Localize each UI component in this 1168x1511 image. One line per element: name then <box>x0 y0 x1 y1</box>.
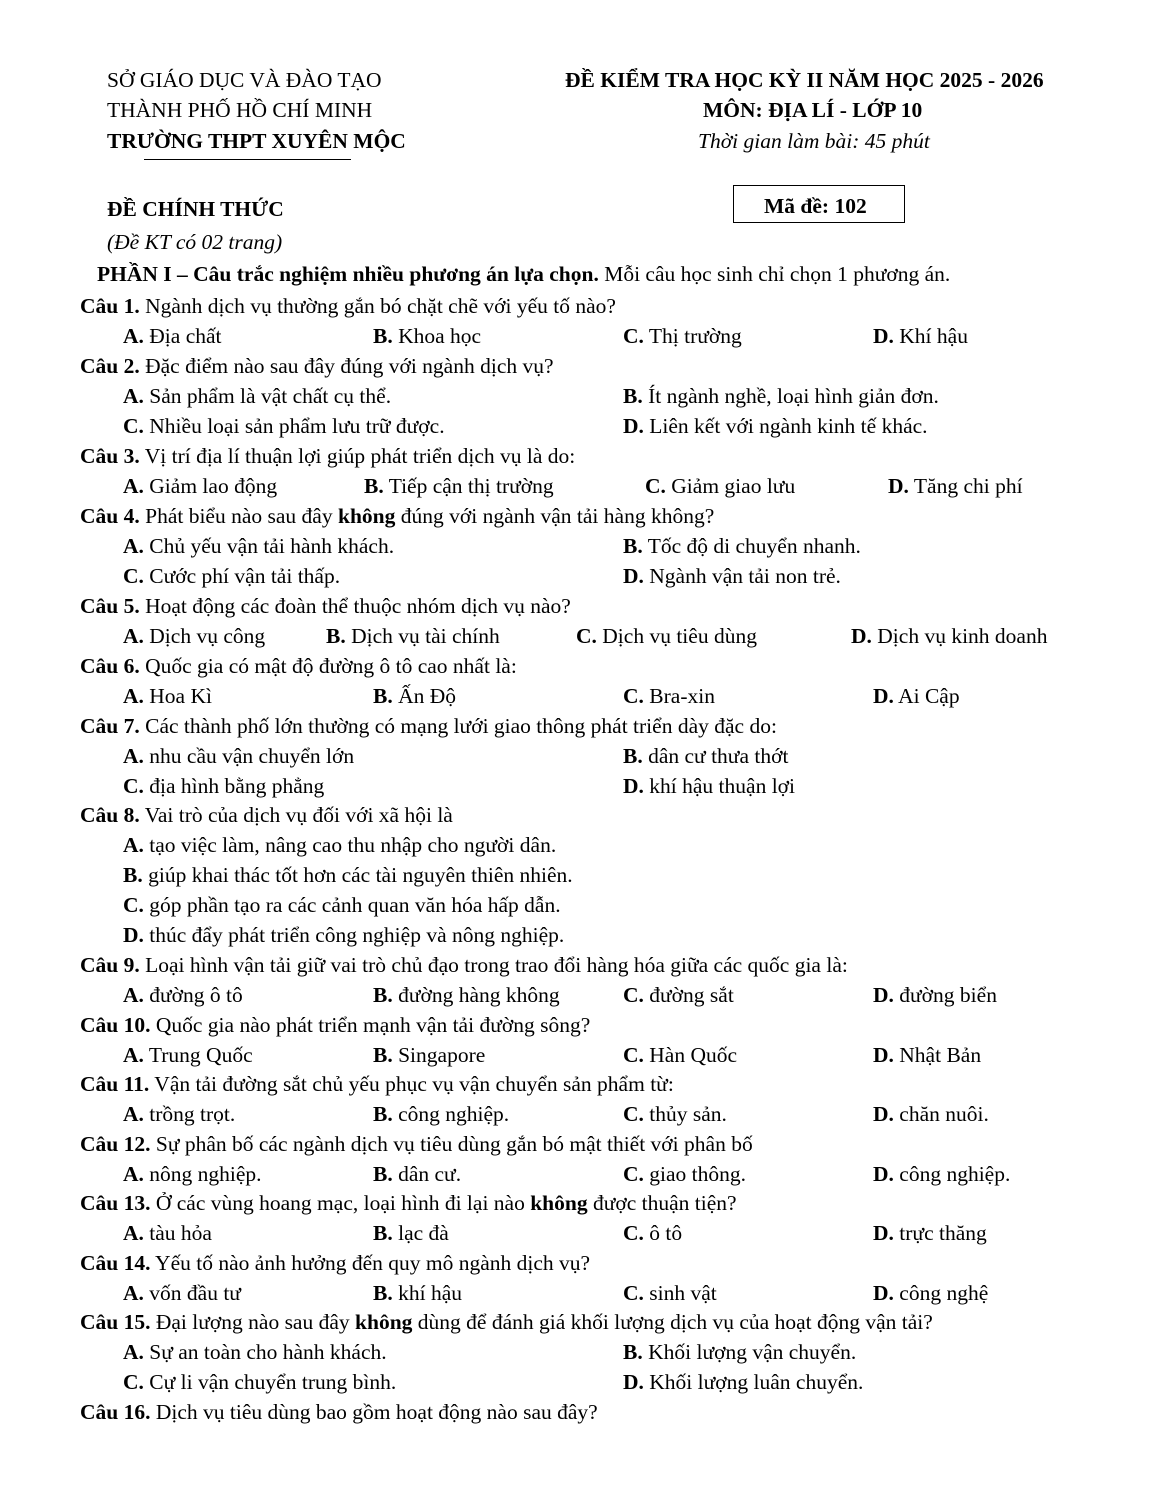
question-2-option-c <box>123 413 445 439</box>
question-number: Câu 14. <box>80 1251 151 1275</box>
question-9 <box>80 952 848 978</box>
question-text: Quốc gia nào phát triển mạnh vận tải đường sông? <box>150 1013 591 1037</box>
option-letter: B. <box>373 1043 393 1067</box>
option-text: trực thăng <box>893 1221 987 1245</box>
option-letter: B. <box>373 324 393 348</box>
question-text: Các thành phố lớn thường có mạng lưới giao thông phát triển dày đặc do: <box>139 714 777 738</box>
question-15-option-a <box>123 1339 387 1365</box>
question-4-option-c <box>123 563 340 589</box>
question-2-option-a <box>123 383 391 409</box>
question-number: Câu 4. <box>80 504 140 528</box>
question-7-option-d <box>623 773 795 799</box>
option-text: Dịch vụ kinh doanh <box>871 624 1048 648</box>
part1-title: PHẦN I – Câu trắc nghiệm nhiều phương án lựa chọn. <box>97 262 599 286</box>
option-text: Thị trường <box>643 324 742 348</box>
question-15-option-b <box>623 1339 856 1365</box>
question-5-option-c <box>576 623 757 649</box>
question-10 <box>80 1012 590 1038</box>
option-letter: A. <box>123 1043 144 1067</box>
option-text: góp phần tạo ra các cảnh quan văn hóa hấp dẫn. <box>143 893 561 917</box>
question-12-option-a <box>123 1161 262 1187</box>
option-letter: C. <box>576 624 597 648</box>
option-text: Singapore <box>392 1043 486 1067</box>
option-text: Ai Cập <box>893 684 960 708</box>
option-text: Dịch vụ tài chính <box>345 624 500 648</box>
question-text: Ở các vùng hoang mạc, loại hình đi lại nào <box>150 1191 531 1215</box>
option-text: công nghệ <box>893 1281 989 1305</box>
option-text: đường hàng không <box>392 983 560 1007</box>
option-letter: B. <box>623 534 643 558</box>
option-letter: C. <box>623 1221 644 1245</box>
question-1 <box>80 293 616 319</box>
question-9-option-d <box>873 982 997 1008</box>
option-text: Trung Quốc <box>143 1043 253 1067</box>
option-text: Dịch vụ tiêu dùng <box>596 624 757 648</box>
option-text: Liên kết với ngành kinh tế khác. <box>643 414 928 438</box>
option-text: giúp khai thác tốt hơn các tài nguyên thiên nhiên. <box>142 863 573 887</box>
question-text: Đại lượng nào sau đây <box>150 1310 356 1334</box>
question-8 <box>80 802 453 828</box>
option-text: Giảm lao động <box>143 474 278 498</box>
question-text: Phát biểu nào sau đây <box>139 504 338 528</box>
option-text: Tốc độ di chuyển nhanh. <box>642 534 861 558</box>
question-1-option-d <box>873 323 968 349</box>
option-text: khí hậu thuận lợi <box>643 774 796 798</box>
question-16 <box>80 1399 598 1425</box>
option-letter: C. <box>623 1162 644 1186</box>
question-number: Câu 2. <box>80 354 140 378</box>
question-text: Dịch vụ tiêu dùng bao gồm hoạt động nào sau đây? <box>150 1400 598 1424</box>
question-3-option-a <box>123 473 277 499</box>
option-text: Giảm giao lưu <box>665 474 796 498</box>
question-10-option-b <box>373 1042 485 1068</box>
option-text: thủy sản. <box>643 1102 727 1126</box>
option-text: Địa chất <box>143 324 222 348</box>
option-letter: A. <box>123 534 144 558</box>
option-letter: C. <box>123 564 144 588</box>
option-letter: B. <box>373 1281 393 1305</box>
option-letter: A. <box>123 384 144 408</box>
question-5-option-b <box>326 623 500 649</box>
question-text: Quốc gia có mật độ đường ô tô cao nhất là: <box>139 654 517 678</box>
part1-heading <box>97 261 950 287</box>
option-text: thúc đẩy phát triển công nghiệp và nông nghiệp. <box>143 923 565 947</box>
option-letter: B. <box>623 744 643 768</box>
question-9-option-a <box>123 982 243 1008</box>
option-text: vốn đầu tư <box>143 1281 241 1305</box>
question-12-option-c <box>623 1161 746 1187</box>
question-11-option-d <box>873 1101 989 1127</box>
option-text: Hoa Kì <box>143 684 212 708</box>
question-11-option-b <box>373 1101 509 1127</box>
question-number: Câu 15. <box>80 1310 151 1334</box>
option-text: lạc đà <box>392 1221 449 1245</box>
option-letter: C. <box>623 684 644 708</box>
question-12-option-b <box>373 1161 461 1187</box>
question-6 <box>80 653 517 679</box>
question-15-option-d <box>623 1369 863 1395</box>
question-number: Câu 9. <box>80 953 140 977</box>
option-text: Ngành vận tải non trẻ. <box>643 564 841 588</box>
exam-time: Thời gian làm bài: 45 phút <box>698 129 930 153</box>
question-text-emphasis: không <box>355 1310 413 1334</box>
question-13-option-d <box>873 1220 987 1246</box>
option-text: trồng trọt. <box>143 1102 236 1126</box>
option-letter: B. <box>326 624 346 648</box>
question-number: Câu 13. <box>80 1191 151 1215</box>
option-letter: D. <box>851 624 872 648</box>
option-letter: A. <box>123 1221 144 1245</box>
question-1-option-a <box>123 323 222 349</box>
option-letter: D. <box>873 1162 894 1186</box>
option-letter: D. <box>623 774 644 798</box>
option-text: địa hình bằng phẳng <box>143 774 325 798</box>
option-text: sinh vật <box>643 1281 717 1305</box>
question-number: Câu 11. <box>80 1072 150 1096</box>
department-line-2: THÀNH PHỐ HỒ CHÍ MINH <box>107 98 373 122</box>
option-letter: B. <box>373 983 393 1007</box>
question-13-option-b <box>373 1220 449 1246</box>
option-letter: B. <box>373 1102 393 1126</box>
question-4-option-b <box>623 533 861 559</box>
option-text: tạo việc làm, nâng cao thu nhập cho người dân. <box>143 833 557 857</box>
question-4-option-a <box>123 533 394 559</box>
question-8-option-c <box>123 892 561 918</box>
pages-note: (Đề KT có 02 trang) <box>107 230 283 254</box>
option-letter: B. <box>123 863 143 887</box>
question-3 <box>80 443 575 469</box>
option-letter: D. <box>873 1281 894 1305</box>
school-underline <box>144 159 351 160</box>
question-3-option-c <box>645 473 795 499</box>
option-letter: A. <box>123 324 144 348</box>
option-text: khí hậu <box>392 1281 462 1305</box>
question-text: Vai trò của dịch vụ đối với xã hội là <box>139 803 453 827</box>
question-text: Vị trí địa lí thuận lợi giúp phát triển dịch vụ là do: <box>139 444 576 468</box>
question-text: Sự phân bố các ngành dịch vụ tiêu dùng gắn bó mật thiết với phân bố <box>150 1132 753 1156</box>
part1-instruction: Mỗi câu học sinh chỉ chọn 1 phương án. <box>598 262 951 286</box>
option-text: đường sắt <box>643 983 734 1007</box>
option-letter: C. <box>623 324 644 348</box>
question-1-option-b <box>373 323 481 349</box>
option-text: giao thông. <box>643 1162 747 1186</box>
option-letter: B. <box>373 684 393 708</box>
question-number: Câu 7. <box>80 714 140 738</box>
question-4-option-d <box>623 563 841 589</box>
question-text: đúng với ngành vận tải hàng không? <box>395 504 715 528</box>
option-text: nông nghiệp. <box>143 1162 262 1186</box>
question-13 <box>80 1190 737 1216</box>
question-text: Đặc điểm nào sau đây đúng với ngành dịch vụ? <box>139 354 554 378</box>
option-text: Bra-xin <box>643 684 715 708</box>
option-letter: B. <box>373 1162 393 1186</box>
question-2-option-d <box>623 413 928 439</box>
option-text: Hàn Quốc <box>643 1043 738 1067</box>
option-letter: A. <box>123 684 144 708</box>
option-letter: B. <box>623 384 643 408</box>
option-letter: A. <box>123 1162 144 1186</box>
question-7 <box>80 713 777 739</box>
question-14-option-d <box>873 1280 988 1306</box>
option-letter: D. <box>888 474 909 498</box>
option-letter: C. <box>123 893 144 917</box>
question-text-emphasis: không <box>530 1191 588 1215</box>
option-letter: C. <box>123 414 144 438</box>
option-text: Cự li vận chuyển trung bình. <box>143 1370 397 1394</box>
question-14-option-b <box>373 1280 462 1306</box>
question-text: Yếu tố nào ảnh hưởng đến quy mô ngành dịch vụ? <box>150 1251 591 1275</box>
option-letter: D. <box>873 1043 894 1067</box>
option-letter: B. <box>373 1221 393 1245</box>
option-letter: D. <box>123 923 144 947</box>
question-text: Vận tải đường sắt chủ yếu phục vụ vận chuyển sản phẩm từ: <box>149 1072 674 1096</box>
option-text: Cước phí vận tải thấp. <box>143 564 341 588</box>
option-text: đường ô tô <box>143 983 243 1007</box>
question-11 <box>80 1071 674 1097</box>
question-9-option-c <box>623 982 734 1008</box>
question-10-option-a <box>123 1042 253 1068</box>
option-letter: C. <box>623 1043 644 1067</box>
question-number: Câu 6. <box>80 654 140 678</box>
option-text: Khối lượng vận chuyển. <box>642 1340 857 1364</box>
question-7-option-c <box>123 773 324 799</box>
exam-code: Mã đề: 102 <box>764 194 867 218</box>
option-letter: D. <box>873 324 894 348</box>
option-letter: D. <box>623 1370 644 1394</box>
option-text: Khí hậu <box>893 324 968 348</box>
option-letter: A. <box>123 1340 144 1364</box>
question-6-option-c <box>623 683 715 709</box>
question-6-option-a <box>123 683 212 709</box>
question-6-option-b <box>373 683 456 709</box>
question-14-option-a <box>123 1280 241 1306</box>
question-10-option-d <box>873 1042 981 1068</box>
question-11-option-a <box>123 1101 235 1127</box>
question-6-option-d <box>873 683 960 709</box>
option-letter: D. <box>873 1102 894 1126</box>
option-letter: A. <box>123 624 144 648</box>
question-number: Câu 12. <box>80 1132 151 1156</box>
question-11-option-c <box>623 1101 727 1127</box>
question-9-option-b <box>373 982 560 1008</box>
question-12 <box>80 1131 753 1157</box>
option-text: Dịch vụ công <box>143 624 266 648</box>
question-2-option-b <box>623 383 939 409</box>
option-text: Chủ yếu vận tải hành khách. <box>143 534 395 558</box>
option-letter: A. <box>123 1281 144 1305</box>
question-13-option-c <box>623 1220 682 1246</box>
question-3-option-d <box>888 473 1023 499</box>
option-text: Ít ngành nghề, loại hình giản đơn. <box>642 384 939 408</box>
question-text: được thuận tiện? <box>587 1191 737 1215</box>
department-line-1: SỞ GIÁO DỤC VÀ ĐÀO TẠO <box>107 68 382 92</box>
option-text: Sự an toàn cho hành khách. <box>143 1340 387 1364</box>
official-label: ĐỀ CHÍNH THỨC <box>107 197 284 221</box>
question-8-option-a <box>123 832 556 858</box>
question-7-option-b <box>623 743 788 769</box>
question-13-option-a <box>123 1220 212 1246</box>
question-5-option-d <box>851 623 1047 649</box>
question-number: Câu 8. <box>80 803 140 827</box>
question-text: Loại hình vận tải giữ vai trò chủ đạo trong trao đổi hàng hóa giữa các quốc gia là: <box>139 953 848 977</box>
option-letter: D. <box>623 414 644 438</box>
option-text: tàu hỏa <box>143 1221 212 1245</box>
option-text: Nhiều loại sản phẩm lưu trữ được. <box>143 414 445 438</box>
option-text: chăn nuôi. <box>893 1102 989 1126</box>
question-8-option-b <box>123 862 573 888</box>
option-letter: B. <box>623 1340 643 1364</box>
question-text: dùng để đánh giá khối lượng dịch vụ của hoạt động vận tải? <box>412 1310 933 1334</box>
exam-title: ĐỀ KIỂM TRA HỌC KỲ II NĂM HỌC 2025 - 2026 <box>565 68 1044 92</box>
question-15 <box>80 1309 933 1335</box>
question-number: Câu 16. <box>80 1400 151 1424</box>
option-letter: D. <box>623 564 644 588</box>
option-letter: A. <box>123 983 144 1007</box>
option-text: ô tô <box>643 1221 683 1245</box>
question-number: Câu 1. <box>80 294 140 318</box>
option-letter: A. <box>123 474 144 498</box>
option-text: đường biển <box>893 983 997 1007</box>
exam-subject: MÔN: ĐỊA LÍ - LỚP 10 <box>703 98 923 122</box>
option-letter: C. <box>623 983 644 1007</box>
question-2 <box>80 353 554 379</box>
option-letter: C. <box>123 1370 144 1394</box>
option-text: dân cư. <box>392 1162 462 1186</box>
question-5 <box>80 593 571 619</box>
question-number: Câu 5. <box>80 594 140 618</box>
option-letter: B. <box>364 474 384 498</box>
option-letter: C. <box>623 1102 644 1126</box>
option-text: công nghiệp. <box>893 1162 1011 1186</box>
exam-code-box <box>733 185 905 223</box>
question-10-option-c <box>623 1042 737 1068</box>
option-letter: C. <box>645 474 666 498</box>
question-14 <box>80 1250 590 1276</box>
option-letter: A. <box>123 833 144 857</box>
option-text: Sản phẩm là vật chất cụ thể. <box>143 384 392 408</box>
option-text: Khối lượng luân chuyển. <box>643 1370 864 1394</box>
option-text: Khoa học <box>392 324 482 348</box>
question-number: Câu 3. <box>80 444 140 468</box>
option-letter: A. <box>123 1102 144 1126</box>
question-7-option-a <box>123 743 354 769</box>
question-text: Hoạt động các đoàn thể thuộc nhóm dịch vụ nào? <box>139 594 571 618</box>
question-14-option-c <box>623 1280 717 1306</box>
option-letter: C. <box>123 774 144 798</box>
option-letter: C. <box>623 1281 644 1305</box>
option-text: Tăng chi phí <box>908 474 1023 498</box>
question-text-emphasis: không <box>337 504 396 528</box>
option-letter: D. <box>873 684 894 708</box>
question-8-option-d <box>123 922 564 948</box>
option-text: nhu cầu vận chuyển lớn <box>143 744 355 768</box>
question-1-option-c <box>623 323 742 349</box>
question-3-option-b <box>364 473 554 499</box>
option-letter: D. <box>873 1221 894 1245</box>
question-15-option-c <box>123 1369 396 1395</box>
question-number: Câu 10. <box>80 1013 151 1037</box>
school-name: TRƯỜNG THPT XUYÊN MỘC <box>107 129 406 153</box>
option-text: công nghiệp. <box>392 1102 510 1126</box>
question-text: Ngành dịch vụ thường gắn bó chặt chẽ với yếu tố nào? <box>139 294 616 318</box>
option-text: Nhật Bản <box>893 1043 982 1067</box>
option-text: dân cư thưa thớt <box>642 744 789 768</box>
option-letter: D. <box>873 983 894 1007</box>
question-4 <box>80 503 714 529</box>
question-5-option-a <box>123 623 265 649</box>
option-text: Tiếp cận thị trường <box>383 474 554 498</box>
question-12-option-d <box>873 1161 1010 1187</box>
option-text: Ấn Độ <box>392 684 457 708</box>
option-letter: A. <box>123 744 144 768</box>
